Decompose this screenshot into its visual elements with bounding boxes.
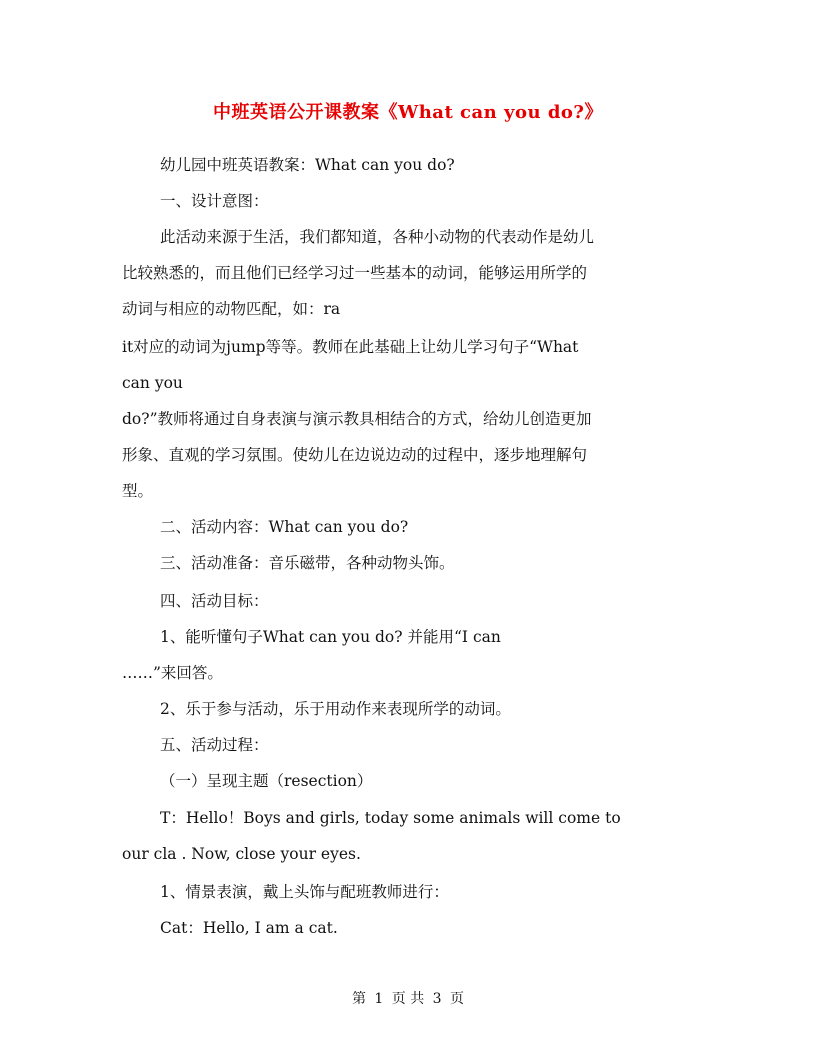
text-line: 一、设计意图： (160, 192, 269, 210)
footer-page-number: 1 (374, 991, 384, 1007)
text-line: 比较熟悉的，而且他们已经学习过一些基本的动词，能够运用所学的 (122, 264, 588, 282)
text-line: our cla . Now, close your eyes. (122, 845, 361, 863)
footer-mid: 页 共 (391, 991, 425, 1007)
document-title: 中班英语公开课教案《What can you do?》 (213, 102, 603, 123)
text-line: it对应的动词为jump等等。教师在此基础上让幼儿学习句子“What (122, 338, 579, 356)
text-line: 2、乐于参与活动，乐于用动作来表现所学的动词。 (160, 700, 511, 718)
text-line: 1、情景表演，戴上头饰与配班教师进行： (160, 883, 449, 901)
text-line: ……”来回答。 (122, 664, 223, 682)
text-line: 动词与相应的动物匹配，如：ra (122, 300, 341, 318)
footer-prefix: 第 (351, 991, 366, 1007)
text-line: 1、能听懂句子What can you do? 并能用“I can (160, 628, 501, 646)
page-footer (0, 988, 816, 1008)
text-line: 四、活动目标： (160, 592, 269, 610)
text-line: 五、活动过程： (160, 736, 269, 754)
footer-total-pages: 3 (432, 991, 442, 1007)
text-line: can you (122, 374, 183, 392)
text-line: 幼儿园中班英语教案：What can you do? (160, 156, 455, 174)
footer-suffix: 页 (450, 991, 465, 1007)
text-line: （一）呈现主题（resection） (160, 772, 373, 790)
text-line: 型。 (122, 482, 154, 500)
text-line: T：Hello！Boys and girls, today some animals will come to (160, 809, 621, 827)
text-line: 三、活动准备：音乐磁带，各种动物头饰。 (160, 554, 455, 572)
text-line: 二、活动内容：What can you do? (160, 518, 409, 536)
text-line: 此活动来源于生活，我们都知道，各种小动物的代表动作是幼儿 (160, 228, 595, 246)
text-line: 形象、直观的学习氛围。使幼儿在边说边动的过程中，逐步地理解句 (122, 446, 588, 464)
text-line: Cat：Hello, I am a cat. (160, 919, 338, 937)
text-line: do?”教师将通过自身表演与演示教具相结合的方式，给幼儿创造更加 (122, 410, 592, 428)
